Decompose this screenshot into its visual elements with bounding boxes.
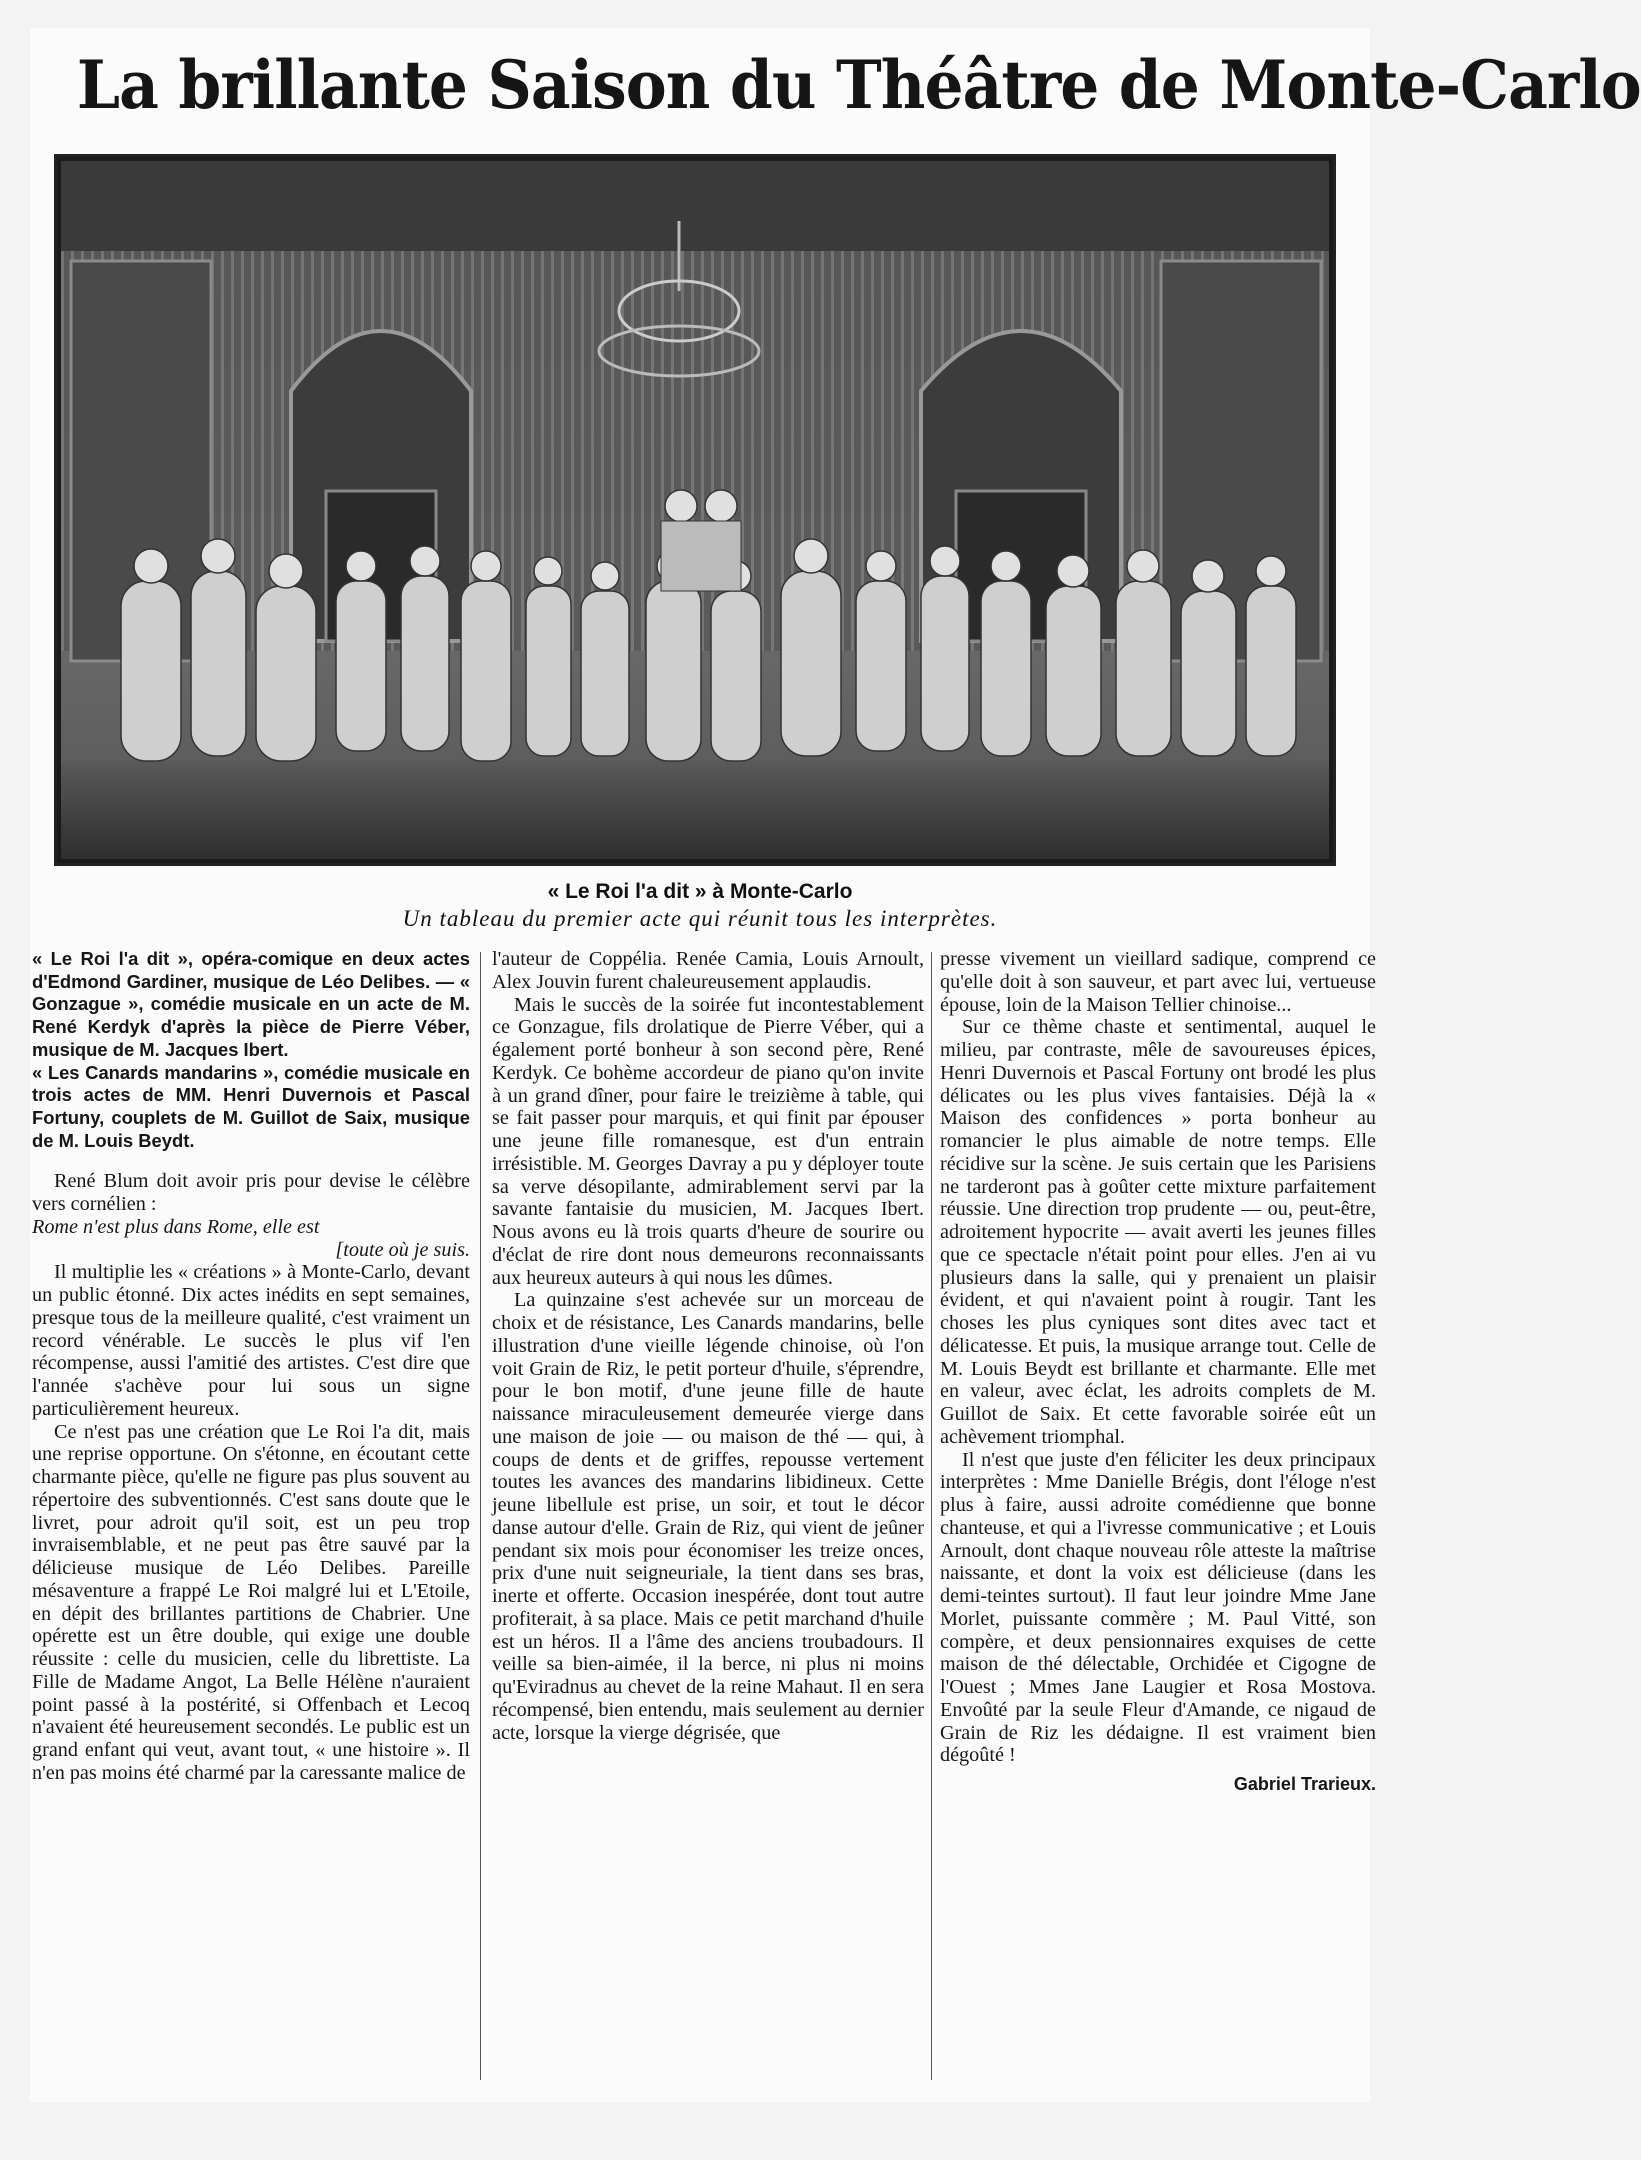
headline: La brillante Saison du Théâtre de Monte-Carlo	[76, 46, 1641, 124]
article-column-2	[492, 948, 924, 2088]
column-divider	[931, 952, 932, 2080]
production-credits: « Les Canards mandarins », comédie musicale en trois actes de MM. Henri Duvernois et Pascal Fortuny, couplets de M. Guillot de Saix, musique de M. Louis Beydt.	[32, 1061, 470, 1151]
article-paragraph: Ce n'est pas une création que Le Roi l'a dit, mais une reprise opportune. On s'étonne, en écoutant cette charmante pièce, qu'elle ne figure pas plus souvent au répertoire des subventionnés. C'est sans doute que le livret, pour adroit qu'il soit, est un peu trop invraisemblable, et ne peut pas être sauvé par la délicieuse musique de Léo Delibes. Pareille mésaventure a frappé Le Roi malgré lui et L'Etoile, en dépit des brillantes partitions de Chabrier. Une opérette est un être double, qui exige une double réussite : celle du musicien, celle du librettiste. La Fille de Madame Angot, La Belle Hélène n'auraient point passé à la postérité, si Offenbach et Lecoq n'avaient été heureusement secondés. Le public est un grand enfant qui veut, avant tout, « une histoire ». Il n'en pas moins été charmé par la caressante malice de	[32, 1420, 470, 1784]
article-paragraph: presse vivement un vieillard sadique, comprend ce qu'elle doit à son sauveur, et part avec lui, vertueuse épouse, loin de la Maison Tellier chinoise...	[940, 948, 1376, 1016]
verse-quote: Rome n'est plus dans Rome, elle est	[32, 1215, 320, 1238]
article-paragraph: Mais le succès de la soirée fut incontestablement ce Gonzague, fils drolatique de Pierre Véber, qui a également porté bonheur à son second père, René Kerdyk. Ce bohème accordeur de piano qu'on invite à un grand dîner, pour faire le treizième à table, qui se fait passer pour marquis, et qui finit par épouser une jeune fille romanesque, est d'un entrain irrésistible. M. Georges Davray a pu y déployer toute sa verve désopilante, admirablement servi par la savante fantaisie du musicien, M. Jacques Ibert. Nous avons eu là trois quarts d'heure de sourire ou d'éclat de rire dont nous demeurons reconnaissants aux heureux auteurs à qui nous les dûmes.	[492, 993, 924, 1289]
author-signature: Gabriel Trarieux.	[1233, 1774, 1376, 1794]
article-paragraph: Il n'est que juste d'en féliciter les deux principaux interprètes : Mme Danielle Brégis, dont l'éloge n'est plus à faire, aussi adroite comédienne que bonne chanteuse, et qui a l'ivresse communicative ; et Louis Arnoult, dont chaque nouveau rôle atteste la maîtrise naissante, et dont la voix est délicieuse (dans les demi-teintes surtout). Il faut leur joindre Mme Jane Morlet, puissante commère ; M. Paul Vitté, son compère, et deux pensionnaires exquises de cette maison de thé délectable, Orchidée et Cigogne de l'Ouest ; Mmes Jane Laugier et Rosa Mostova. Envoûté par la seule Fleur d'Amande, ce nigaud de Grain de Riz les dédaigne. Il est vraiment bien dégoûté !	[940, 1448, 1376, 1767]
column-divider	[480, 952, 481, 2080]
article-column-3	[940, 948, 1376, 2088]
photo-caption-subtitle: Un tableau du premier acte qui réunit tous les interprètes.	[402, 906, 998, 931]
production-credits: « Le Roi l'a dit », opéra-comique en deux actes d'Edmond Gardiner, musique de Léo Delibes. — « Gonzague », comédie musicale en un acte de M. René Kerdyk d'après la pièce de Pierre Véber, musique de M. Jacques Ibert.	[32, 948, 470, 1060]
stage-photo-image	[61, 161, 1329, 859]
stage-photograph	[54, 154, 1336, 866]
photo-caption-title: « Le Roi l'a dit » à Monte-Carlo	[547, 880, 853, 903]
article-paragraph: Sur ce thème chaste et sentimental, auquel le milieu, par contraste, mêle de savoureuses épices, Henri Duvernois et Pascal Fortuny ont brodé les plus délicates ou les plus vives fantaisies. Déjà la « Maison des confidences » porta bonheur au romancier le plus aimable de notre temps. Elle récidive sur la scène. Je suis certain que les Parisiens ne tarderont pas à goûter cette mixture parfaitement réussie. Une direction trop prudente — ou, peut-être, adroitement hypocrite — avait averti les jeunes filles que ce spectacle n'était point pour elles. J'en ai vu plusieurs dans la salle, qui y prenaient un plaisir évident, et qui n'avaient point à rougir. Tant les choses les plus cyniques sont dites avec tact et délicatesse. Et puis, la musique arrange tout. Celle de M. Louis Beydt est brillante et charmante. Elle met en valeur, avec éclat, les adroits complets de M. Guillot de Saix. Et cette favorable soirée eût un achèvement triomphal.	[940, 1016, 1376, 1448]
article-column-1	[32, 948, 470, 2088]
verse-quote: [toute où je suis.	[335, 1238, 470, 1261]
article-paragraph: l'auteur de Coppélia. Renée Camia, Louis Arnoult, Alex Jouvin furent chaleureusement applaudis.	[492, 948, 924, 993]
article-paragraph: La quinzaine s'est achevée sur un morceau de choix et de résistance, Les Canards mandarins, belle illustration d'une vieille légende chinoise, où l'on voit Grain de Riz, le petit porteur d'huile, s'éprendre, pour le bon motif, d'une jeune fille de haute naissance miraculeusement demeurée vierge dans une maison de joie — ou maison de thé — qui, à coups de dents et de griffes, repousse vertement toutes les avances des mandarins libidineux. Cette jeune libellule est prise, un soir, et tout le décor danse autour d'elle. Grain de Riz, qui vient de jeûner pendant six mois pour économiser les treize onces, prix d'une nuit seigneuriale, la tient dans ses bras, inerte et offerte. Occasion inespérée, dont tout autre profiterait, à sa place. Mais ce petit marchand d'huile est un héros. Il a l'âme des anciens troubadours. Il veille sa bien-aimée, il la berce, ni plus ni moins qu'Eviradnus au chevet de la reine Mahaut. Il en sera récompensé, bien entendu, mais seulement au dernier acte, lorsque la vierge dégrisée, que	[492, 1289, 924, 1744]
article-paragraph: René Blum doit avoir pris pour devise le célèbre vers cornélien :	[32, 1170, 470, 1216]
article-paragraph: Il multiplie les « créations » à Monte-Carlo, devant un public étonné. Dix actes inédits en sept semaines, presque tous de la meilleure qualité, c'est vraiment un record vénérable. Le succès le plus vif l'en récompense, aussi l'amitié des artistes. C'est dire que l'année s'achève pour lui sous un signe particulièrement heureux.	[32, 1261, 470, 1420]
